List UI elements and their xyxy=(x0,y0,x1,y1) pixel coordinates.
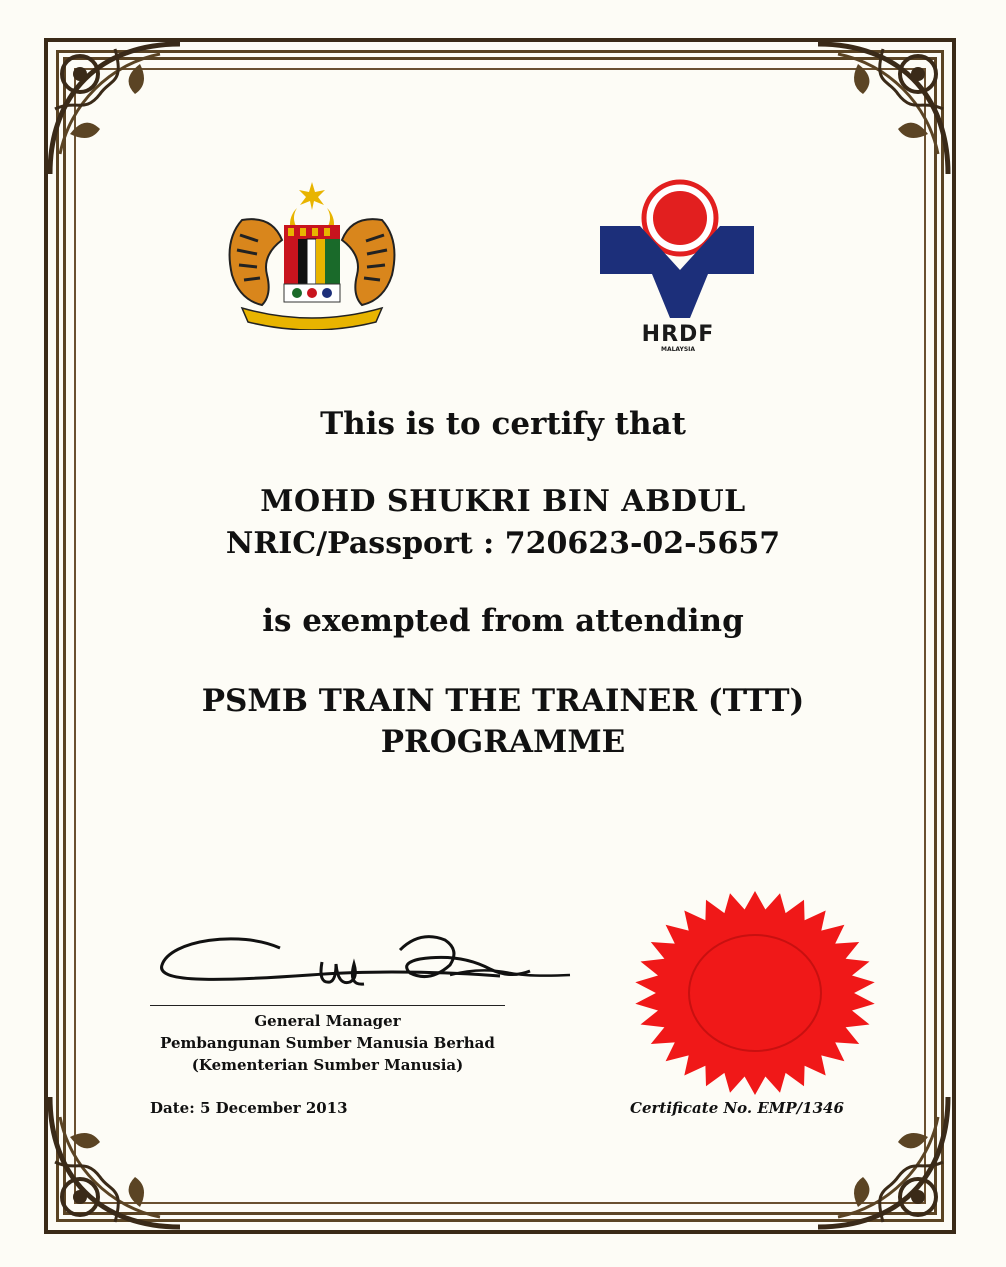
hrdf-logo-subtext: MALAYSIA xyxy=(660,346,696,353)
certificate-number: Certificate No. EMP/1346 xyxy=(630,1099,844,1117)
recipient-name: MOHD SHUKRI BIN ABDUL xyxy=(260,484,746,519)
signature-icon xyxy=(150,920,590,1000)
issue-date: Date: 5 December 2013 xyxy=(150,1099,348,1117)
corner-ornament-icon xyxy=(40,34,190,184)
programme-title-line2: PROGRAMME xyxy=(380,724,626,760)
recipient-nric: NRIC/Passport : 720623-02-5657 xyxy=(225,526,781,561)
signatory-ministry: (Kementerian Sumber Manusia) xyxy=(191,1056,464,1074)
signatory-organisation: Pembangunan Sumber Manusia Berhad xyxy=(160,1034,495,1052)
exemption-statement: is exempted from attending xyxy=(262,603,744,639)
red-seal-icon xyxy=(630,888,880,1098)
coat-of-arms-icon xyxy=(212,180,412,330)
certify-heading: This is to certify that xyxy=(320,406,686,442)
signature-line xyxy=(150,1005,505,1006)
signatory-title: General Manager xyxy=(254,1012,401,1030)
hrdf-logo-text: HRDF xyxy=(641,322,715,347)
programme-title-line1: PSMB TRAIN THE TRAINER (TTT) xyxy=(201,683,805,719)
corner-ornament-icon xyxy=(808,34,958,184)
